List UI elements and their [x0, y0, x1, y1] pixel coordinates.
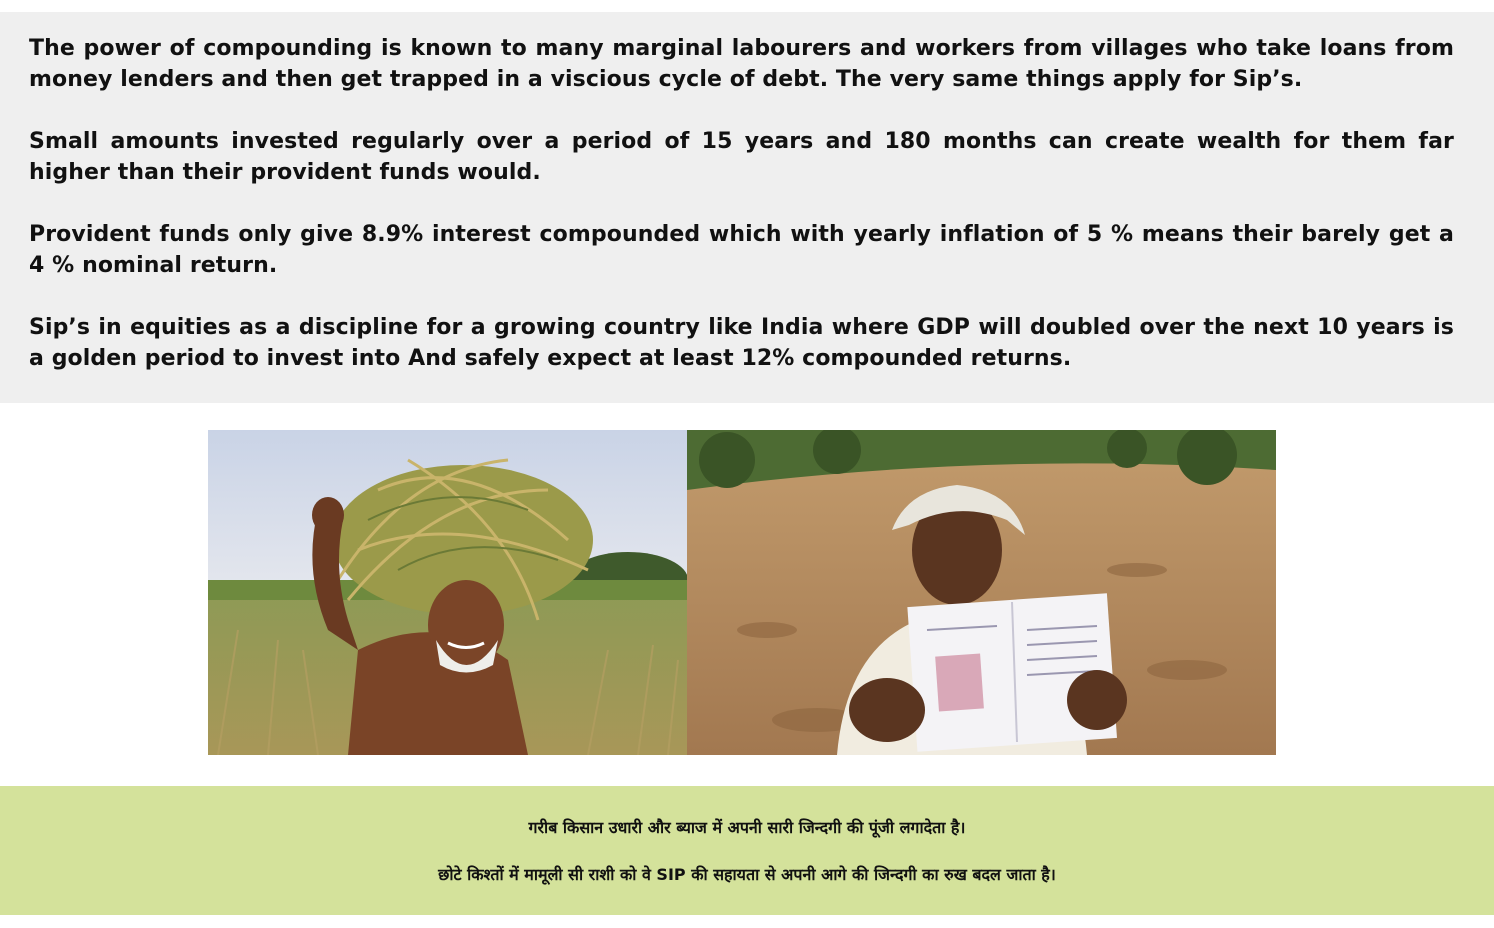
hindi-banner-line-2: छोटे किश्तों में मामूली सी राशी को वे SIP की सहायता से अपनी आगे की जिन्दगी का रुख बदल जाता है। [438, 865, 1056, 884]
paragraph-compounding: The power of compounding is known to many marginal labourers and workers from villages who take loans from money lenders and then get trapped in a viscious cycle of debt. The very same things apply for Sip’s. [29, 36, 1454, 92]
paragraph-provident-funds: Provident funds only give 8.9% interest compounded which with yearly inflation of 5 % means their barely get a 4 % nominal return. [29, 222, 1454, 278]
paragraph-sip-equities: Sip’s in equities as a discipline for a growing country like India where GDP will doubled over the next 10 years is a golden period to invest into And safely expect at least 12% compounded returns. [29, 315, 1454, 371]
paragraph-small-amounts: Small amounts invested regularly over a period of 15 years and 180 months can create wealth for them far higher than their provident funds would. [29, 129, 1454, 185]
hindi-banner-line-1: गरीब किसान उधारी और ब्याज में अपनी सारी जिन्दगी की पूंजी लगादेता है। [528, 818, 966, 837]
hindi-banner [0, 786, 1494, 915]
farmer-holding-passbook-photo [687, 430, 1276, 755]
photo-strip [208, 430, 1276, 755]
text-panel [0, 12, 1494, 403]
farmer-carrying-harvest-photo [208, 430, 687, 755]
